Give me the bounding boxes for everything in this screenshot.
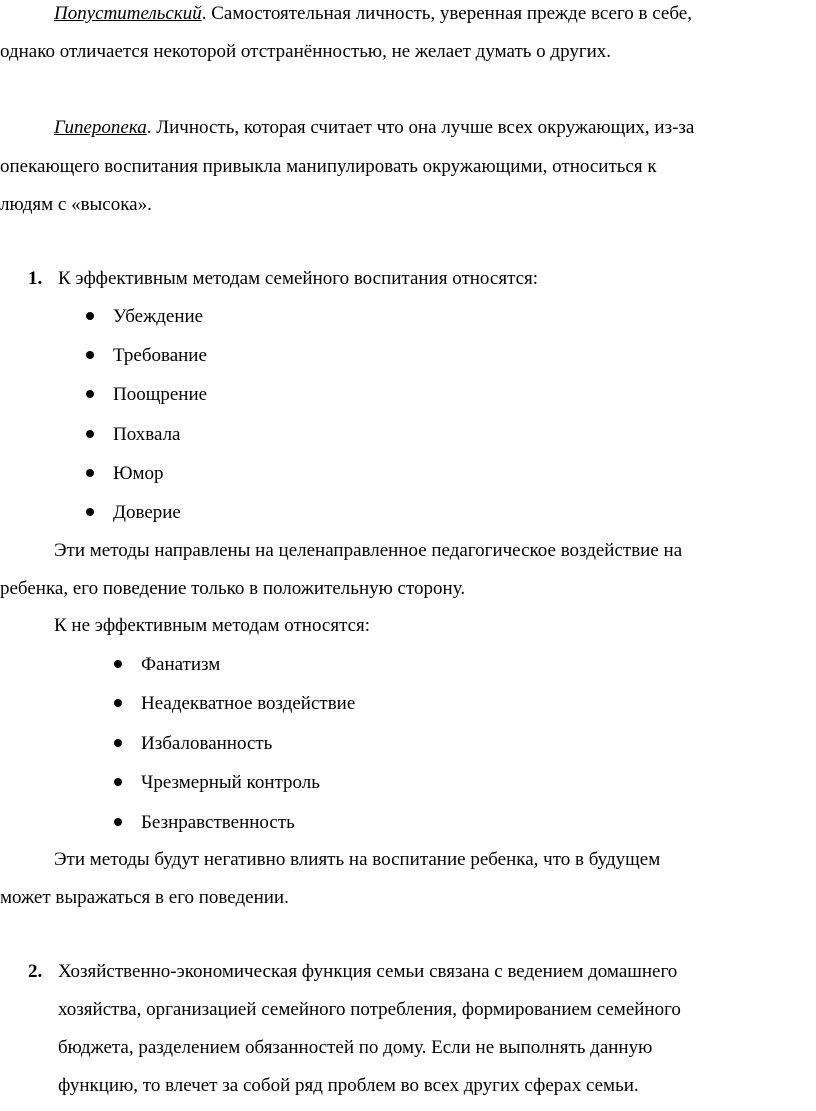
- para1-term: Попустительский: [54, 3, 202, 24]
- bullet-icon: [114, 739, 122, 747]
- conclusion-line2: может выражаться в его поведении.: [0, 887, 289, 908]
- item2-number: 2.: [28, 961, 43, 982]
- summary-line2: ребенка, его поведение только в положительную сторону.: [0, 578, 466, 599]
- para2-line3: людям с «высока».: [0, 194, 152, 215]
- bullet-icon: [86, 469, 94, 477]
- effective-method-item: Поощрение: [113, 384, 208, 405]
- ineffective-heading: К не эффективным методам относятся:: [54, 615, 371, 636]
- para2-term: Гиперопека: [54, 117, 147, 138]
- para1-text: . Самостоятельная личность, уверенная прежде всего в себе,: [201, 3, 692, 24]
- bullet-icon: [114, 699, 122, 707]
- effective-method-item: Юмор: [113, 463, 164, 484]
- item2-line3: бюджета, разделением обязанностей по дому. Если не выполнять данную: [58, 1037, 653, 1058]
- para2-line2: опекающего воспитания привыкла манипулировать окружающими, относиться к: [0, 156, 657, 177]
- ineffective-method-item: Фанатизм: [141, 654, 221, 675]
- para2-text: . Личность, которая считает что она лучше всех окружающих, из-за: [146, 117, 695, 138]
- item2-line1: Хозяйственно-экономическая функция семьи связана с ведением домашнего: [58, 961, 678, 982]
- bullet-icon: [86, 312, 94, 320]
- para1-line2: однако отличается некоторой отстранённостью, не желает думать о других.: [0, 41, 612, 62]
- item1-heading: К эффективным методам семейного воспитания относятся:: [58, 268, 539, 289]
- summary-line1: Эти методы направлены на целенаправленное педагогическое воздействие на: [54, 540, 683, 561]
- effective-method-item: Похвала: [113, 424, 181, 445]
- ineffective-method-item: Неадекватное воздействие: [141, 693, 356, 714]
- effective-method-item: Убеждение: [113, 306, 204, 327]
- bullet-icon: [86, 351, 94, 359]
- bullet-icon: [114, 660, 122, 668]
- item2-line2: хозяйства, организацией семейного потребления, формированием семейного: [58, 999, 681, 1020]
- bullet-icon: [86, 390, 94, 398]
- conclusion-line1: Эти методы будут негативно влиять на воспитание ребенка, что в будущем: [54, 849, 661, 870]
- item1-number: 1.: [28, 268, 43, 289]
- bullet-icon: [114, 778, 122, 786]
- bullet-icon: [86, 508, 94, 516]
- bullet-icon: [114, 818, 122, 826]
- effective-method-item: Требование: [113, 345, 207, 366]
- para1-line1: [54, 2, 692, 26]
- effective-method-item: Доверие: [113, 502, 181, 523]
- para2-line1: [54, 116, 694, 140]
- ineffective-method-item: Безнравственность: [141, 812, 295, 833]
- item2-line4: функцию, то влечет за собой ряд проблем во всех других сферах семьи.: [58, 1075, 639, 1096]
- ineffective-method-item: Избалованность: [141, 733, 273, 754]
- ineffective-method-item: Чрезмерный контроль: [141, 772, 320, 793]
- bullet-icon: [86, 430, 94, 438]
